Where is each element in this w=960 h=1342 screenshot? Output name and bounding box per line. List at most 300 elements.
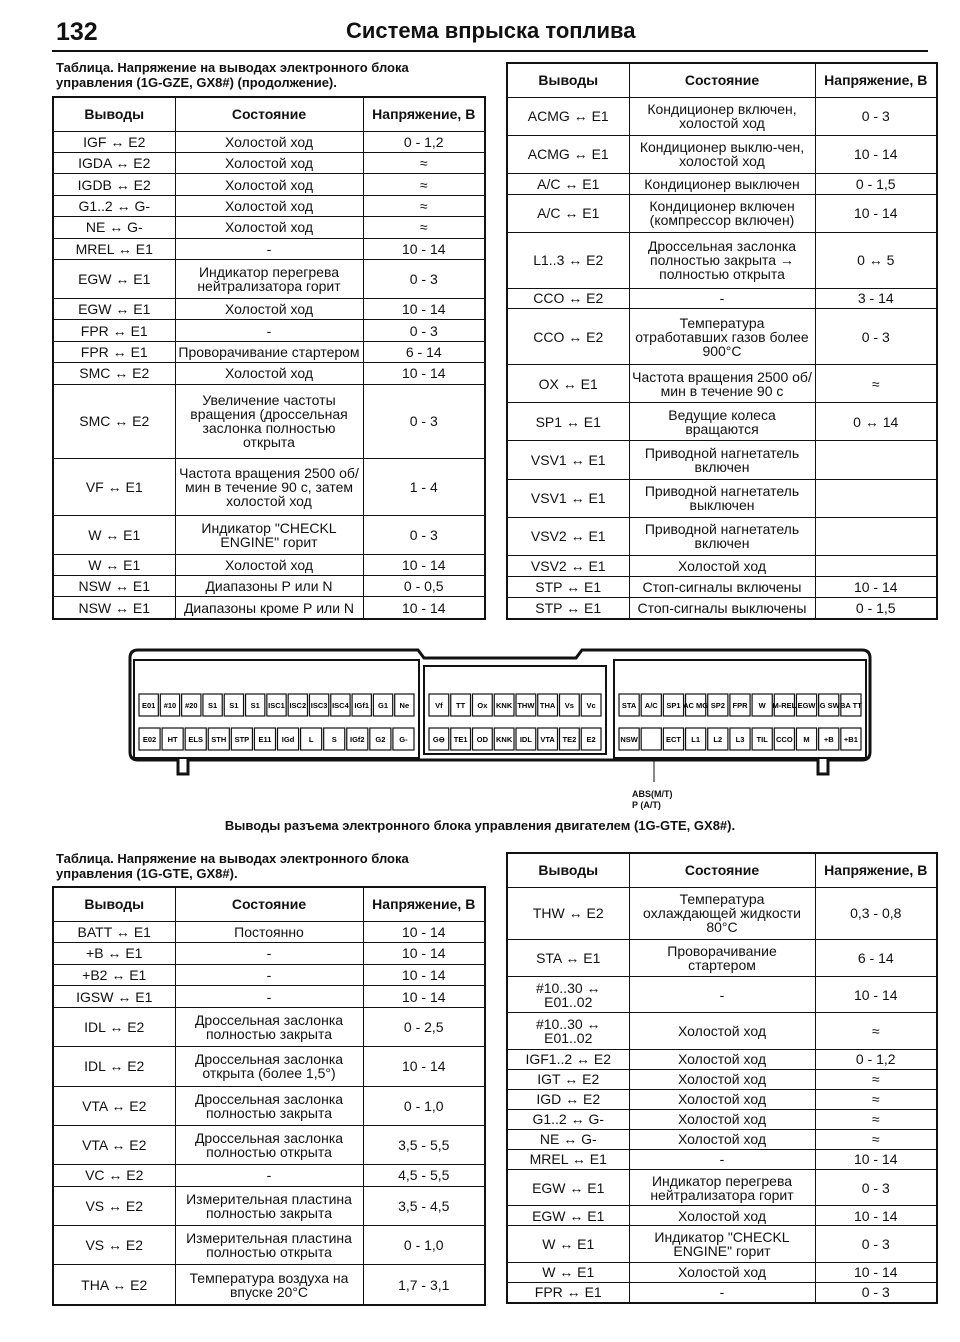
table-row <box>507 1169 937 1205</box>
page-number: 132 <box>56 18 98 46</box>
pins-cell: ACMG ↔ E1 <box>507 97 629 135</box>
condition-cell: Холостой ход <box>629 1089 815 1109</box>
voltage-cell: ≈ <box>363 174 485 195</box>
connector-pin-label: S1 <box>207 701 218 710</box>
condition-cell: - <box>175 943 363 965</box>
voltage-cell: 0 - 3 <box>815 1226 937 1262</box>
connector-pin-label: IGd <box>281 735 295 744</box>
condition-cell: - <box>175 964 363 986</box>
table-row <box>53 458 485 515</box>
voltage-cell: 3,5 - 5,5 <box>363 1125 485 1164</box>
condition-cell: - <box>629 1149 815 1169</box>
pins-cell: NE ↔ G- <box>53 217 175 238</box>
pins-cell: IGSW ↔ E1 <box>53 986 175 1008</box>
connector-pin-label: IGf2 <box>349 735 365 744</box>
voltage-cell: 10 - 14 <box>363 298 485 319</box>
pins-cell: VSV2 ↔ E1 <box>507 555 629 576</box>
connector-pin-label: OD <box>476 735 488 744</box>
voltage-cell: 10 - 14 <box>363 1047 485 1086</box>
connector-pin-label: Ox <box>477 701 488 710</box>
pins-cell: EGW ↔ E1 <box>507 1169 629 1205</box>
condition-cell: Частота вращения 2500 об/мин в течение 90 с, затем холостой ход <box>175 458 363 515</box>
page-title: Система впрыска топлива <box>346 18 636 43</box>
voltage-cell: 10 - 14 <box>815 135 937 173</box>
voltage-cell: ≈ <box>815 1013 937 1049</box>
connector-pin-label: E11 <box>258 735 272 744</box>
condition-cell: Кондиционер выклю-чен, холостой ход <box>629 135 815 173</box>
voltage-cell: 1 - 4 <box>363 458 485 515</box>
table-row <box>507 479 937 517</box>
condition-cell: Диапазоны Р или N <box>175 575 363 596</box>
condition-cell: Проворачивание стартером <box>629 940 815 976</box>
table-row <box>507 1282 937 1303</box>
voltage-cell: 0,3 - 0,8 <box>815 887 937 940</box>
table-row <box>507 441 937 479</box>
condition-cell: Диапазоны кроме Р или N <box>175 597 363 619</box>
voltage-cell: 10 - 14 <box>363 964 485 986</box>
pins-cell: EGW ↔ E1 <box>53 259 175 298</box>
connector-pin-label: ECT <box>665 735 681 744</box>
voltage-cell: 0 - 3 <box>815 1169 937 1205</box>
table-row <box>53 363 485 384</box>
voltage-cell: ≈ <box>363 217 485 238</box>
pins-cell: IGT ↔ E2 <box>507 1069 629 1089</box>
voltage-cell: 10 - 14 <box>815 194 937 232</box>
voltage-cell: 10 - 14 <box>815 1206 937 1226</box>
column-header: Выводы <box>53 887 175 921</box>
table-row <box>507 976 937 1012</box>
table-row <box>507 1262 937 1282</box>
table4 <box>506 852 938 1304</box>
table-row <box>53 1047 485 1086</box>
voltage-cell: 0 - 3 <box>815 309 937 364</box>
voltage-cell: 6 - 14 <box>815 940 937 976</box>
connector-pin-label: W <box>758 701 766 710</box>
condition-cell: Измерительная пластина полностью закрыта <box>175 1186 363 1225</box>
connector-pin-label: L1 <box>691 735 701 744</box>
condition-cell: Холостой ход <box>175 554 363 575</box>
voltage-cell: 0 - 3 <box>815 97 937 135</box>
condition-cell: Дроссельная заслонка открыта (более 1,5°) <box>175 1047 363 1086</box>
pins-cell: IDL ↔ E2 <box>53 1047 175 1086</box>
pins-cell: SMC ↔ E2 <box>53 384 175 458</box>
pins-cell: THW ↔ E2 <box>507 887 629 940</box>
header-rule <box>52 50 928 52</box>
table-row <box>507 576 937 597</box>
connector-pin-label: A/C <box>644 701 658 710</box>
voltage-cell: 10 - 14 <box>363 921 485 943</box>
table-row <box>507 1129 937 1149</box>
voltage-cell <box>815 441 937 479</box>
voltage-cell <box>815 479 937 517</box>
condition-cell: - <box>175 986 363 1008</box>
voltage-cell: 10 - 14 <box>815 1262 937 1282</box>
voltage-cell: 0 - 3 <box>363 515 485 554</box>
pins-cell: VTA ↔ E2 <box>53 1086 175 1125</box>
pins-cell: FPR ↔ E1 <box>507 1282 629 1303</box>
table-row <box>507 194 937 232</box>
condition-cell: Стоп-сигналы выключены <box>629 597 815 619</box>
voltage-cell: 0 - 1,0 <box>363 1086 485 1125</box>
table2 <box>506 62 938 620</box>
table-row <box>507 364 937 402</box>
condition-cell: Дроссельная заслонка полностью закрыта → полностью открыта <box>629 233 815 288</box>
voltage-cell: 10 - 14 <box>815 1149 937 1169</box>
connector-pin-label: EGW <box>797 701 816 710</box>
condition-cell: Холостой ход <box>175 152 363 173</box>
voltage-cell: 0 - 1,2 <box>363 131 485 152</box>
voltage-cell: 10 - 14 <box>363 238 485 259</box>
connector-pin-label: G2 <box>375 735 386 744</box>
table-row <box>53 298 485 319</box>
table-row <box>53 986 485 1008</box>
connector-pin-label: STP <box>234 735 250 744</box>
voltage-cell: ≈ <box>815 1089 937 1109</box>
pins-cell: SMC ↔ E2 <box>53 363 175 384</box>
pins-cell: STA ↔ E1 <box>507 940 629 976</box>
connector-pin-label: M <box>803 735 810 744</box>
connector-pin-label: TIL <box>756 735 768 744</box>
table-row <box>53 174 485 195</box>
connector-pin-label: IGf1 <box>354 701 370 710</box>
table-row <box>53 238 485 259</box>
condition-cell: Температура охлаждающей жидкости 80°С <box>629 887 815 940</box>
connector-pin-label: ISC1 <box>268 701 285 710</box>
condition-cell: Дроссельная заслонка полностью закрыта <box>175 1086 363 1125</box>
connector-pin-label: G- <box>399 735 408 744</box>
pins-cell: VSV1 ↔ E1 <box>507 479 629 517</box>
table-row <box>507 288 937 309</box>
pins-cell: NSW ↔ E1 <box>53 575 175 596</box>
pins-cell: OX ↔ E1 <box>507 364 629 402</box>
voltage-cell: 0 - 3 <box>363 259 485 298</box>
pins-cell: SP1 ↔ E1 <box>507 403 629 441</box>
condition-cell: Холостой ход <box>175 298 363 319</box>
table-row <box>507 1149 937 1169</box>
connector-pin-label: TE2 <box>562 735 577 744</box>
table-row <box>53 195 485 216</box>
voltage-cell: 0 - 1,5 <box>815 173 937 194</box>
pins-cell: THA ↔ E2 <box>53 1265 175 1305</box>
condition-cell: Холостой ход <box>175 131 363 152</box>
table-row <box>507 309 937 364</box>
column-header: Напряжение, В <box>815 63 937 97</box>
pins-cell: #10..30 ↔ E01..02 <box>507 976 629 1012</box>
condition-cell: Приводной нагнетатель включен <box>629 517 815 555</box>
pins-cell: IGF1..2 ↔ E2 <box>507 1049 629 1069</box>
voltage-cell: ≈ <box>363 152 485 173</box>
voltage-cell: 10 - 14 <box>815 976 937 1012</box>
pins-cell: +B ↔ E1 <box>53 943 175 965</box>
table-row <box>53 515 485 554</box>
connector-pin-label: KNK <box>496 735 513 744</box>
table-row <box>53 964 485 986</box>
connector-pin-label: E02 <box>142 735 157 744</box>
connector-pin-label: TT <box>456 701 466 710</box>
column-header: Состояние <box>629 853 815 887</box>
condition-cell: Частота вращения 2500 об/мин в течение 90 с <box>629 364 815 402</box>
condition-cell: Температура отработавших газов более 900°С <box>629 309 815 364</box>
voltage-cell: 0 ↔ 14 <box>815 403 937 441</box>
connector-pin-label: NSW <box>620 735 638 744</box>
condition-cell: - <box>175 320 363 341</box>
table-row <box>53 152 485 173</box>
connector-pin-label: STA <box>621 701 637 710</box>
condition-cell: Приводной нагнетатель выключен <box>629 479 815 517</box>
voltage-cell: 10 - 14 <box>815 576 937 597</box>
condition-cell: Индикатор перегрева нейтрализатора горит <box>629 1169 815 1205</box>
connector-pin-label: G⊖ <box>432 735 445 744</box>
connector-pin-label: Vc <box>586 701 596 710</box>
voltage-cell: 3,5 - 4,5 <box>363 1186 485 1225</box>
pins-cell: G1..2 ↔ G- <box>53 195 175 216</box>
connector-pin-label: VTA <box>540 735 555 744</box>
column-header: Выводы <box>507 63 629 97</box>
table1 <box>52 96 486 620</box>
table-row <box>53 943 485 965</box>
table-row <box>53 1125 485 1164</box>
connector-pin-label: Vs <box>564 701 574 710</box>
voltage-cell: 10 - 14 <box>363 363 485 384</box>
pins-cell: A/C ↔ E1 <box>507 194 629 232</box>
condition-cell: - <box>175 238 363 259</box>
pins-cell: VSV1 ↔ E1 <box>507 441 629 479</box>
table-row <box>53 1265 485 1305</box>
connector-pin-label: G1 <box>378 701 389 710</box>
connector-pin-label: TE1 <box>453 735 468 744</box>
table-row <box>507 1069 937 1089</box>
table-row <box>507 1013 937 1049</box>
pins-cell: L1..3 ↔ E2 <box>507 233 629 288</box>
table-row <box>53 341 485 362</box>
table-row <box>507 97 937 135</box>
table-row <box>507 1049 937 1069</box>
voltage-cell: 10 - 14 <box>363 554 485 575</box>
table-row <box>507 173 937 194</box>
condition-cell: Приводной нагнетатель включен <box>629 441 815 479</box>
condition-cell: Проворачивание стартером <box>175 341 363 362</box>
voltage-cell: 4,5 - 5,5 <box>363 1165 485 1187</box>
connector-pin-label: AC MG <box>683 701 709 710</box>
voltage-cell: 0 - 1,5 <box>815 597 937 619</box>
connector-pin-label: L <box>308 735 314 744</box>
pins-cell: EGW ↔ E1 <box>507 1206 629 1226</box>
pins-cell: NE ↔ G- <box>507 1129 629 1149</box>
connector-pin-label: S1 <box>229 701 239 710</box>
condition-cell: Ведущие колеса вращаются <box>629 403 815 441</box>
connector-pin-label: IDL <box>519 735 532 744</box>
pins-cell: VS ↔ E2 <box>53 1186 175 1225</box>
condition-cell: Индикатор "CHECKL ENGINE" горит <box>629 1226 815 1262</box>
table-row <box>507 597 937 619</box>
connector-pin-label: Vf <box>435 701 443 710</box>
connector-pin-label: KNK <box>496 701 513 710</box>
connector-pin-label: E2 <box>586 735 596 744</box>
connector-pin-label: M-REL <box>772 701 797 710</box>
voltage-cell: 3 - 14 <box>815 288 937 309</box>
condition-cell: Стоп-сигналы включены <box>629 576 815 597</box>
voltage-cell <box>815 555 937 576</box>
pins-cell: W ↔ E1 <box>507 1226 629 1262</box>
table-row <box>53 921 485 943</box>
condition-cell: Холостой ход <box>629 1049 815 1069</box>
connector-pin-label: S <box>331 735 337 744</box>
table-row <box>507 555 937 576</box>
pins-cell: FPR ↔ E1 <box>53 320 175 341</box>
pins-cell: FPR ↔ E1 <box>53 341 175 362</box>
connector-pin-label: STH <box>211 735 227 744</box>
pins-cell: CCO ↔ E2 <box>507 309 629 364</box>
column-header: Напряжение, В <box>363 887 485 921</box>
pins-cell: NSW ↔ E1 <box>53 597 175 619</box>
connector-pin-label: Ne <box>399 701 410 710</box>
table-row <box>53 554 485 575</box>
table3 <box>52 886 486 1306</box>
condition-cell: Холостой ход <box>629 1013 815 1049</box>
connector-caption: Выводы разъема электронного блока управления двигателем (1G-GTE, GX8#). <box>224 818 736 833</box>
condition-cell: Холостой ход <box>629 555 815 576</box>
connector-pin-label: L2 <box>713 735 723 744</box>
voltage-cell: 0 - 1,0 <box>363 1226 485 1265</box>
pins-cell: IGDA ↔ E2 <box>53 152 175 173</box>
table-row <box>53 597 485 619</box>
connector-pin-label: #20 <box>185 701 198 710</box>
connector-pin-label: HT <box>167 735 178 744</box>
voltage-cell: 10 - 14 <box>363 597 485 619</box>
voltage-cell: ≈ <box>363 195 485 216</box>
pins-cell: IGD ↔ E2 <box>507 1089 629 1109</box>
table-row <box>53 1007 485 1046</box>
pins-cell: #10..30 ↔ E01..02 <box>507 1013 629 1049</box>
pins-cell: MREL ↔ E1 <box>507 1149 629 1169</box>
pins-cell: IDL ↔ E2 <box>53 1007 175 1046</box>
condition-cell: Увеличение частоты вращения (дроссельная заслонка полностью открыта <box>175 384 363 458</box>
connector-pin-label: ISC4 <box>332 701 349 710</box>
table-row <box>507 1226 937 1262</box>
condition-cell: Индикатор перегрева нейтрализатора горит <box>175 259 363 298</box>
condition-cell: - <box>629 288 815 309</box>
pins-cell: ACMG ↔ E1 <box>507 135 629 173</box>
pins-cell: VC ↔ E2 <box>53 1165 175 1187</box>
column-header: Напряжение, В <box>363 97 485 131</box>
table-row <box>53 575 485 596</box>
pins-cell: STP ↔ E1 <box>507 576 629 597</box>
pins-cell: A/C ↔ E1 <box>507 173 629 194</box>
voltage-cell: 0 - 3 <box>363 384 485 458</box>
pins-cell: EGW ↔ E1 <box>53 298 175 319</box>
pins-cell: W ↔ E1 <box>53 554 175 575</box>
table-row <box>53 1086 485 1125</box>
voltage-cell: 10 - 14 <box>363 986 485 1008</box>
pins-cell: IGF ↔ E2 <box>53 131 175 152</box>
table3-caption: Таблица. Напряжение на выводах электронного блока управления (1G-GTE, GX8#). <box>56 851 409 881</box>
table-row <box>53 384 485 458</box>
ecu-connector-diagram <box>128 648 872 782</box>
condition-cell: Дроссельная заслонка полностью закрыта <box>175 1007 363 1046</box>
table-row <box>507 887 937 940</box>
voltage-cell: 0 - 1,2 <box>815 1049 937 1069</box>
voltage-cell: ≈ <box>815 364 937 402</box>
voltage-cell: 0 - 2,5 <box>363 1007 485 1046</box>
condition-cell: Холостой ход <box>629 1262 815 1282</box>
condition-cell: Дроссельная заслонка полностью открыта <box>175 1125 363 1164</box>
pins-cell: BATT ↔ E1 <box>53 921 175 943</box>
table-row <box>53 1186 485 1225</box>
connector-pin-label: #10 <box>163 701 177 710</box>
pins-cell: +B2 ↔ E1 <box>53 964 175 986</box>
column-header: Напряжение, В <box>815 853 937 887</box>
pins-cell: VSV2 ↔ E1 <box>507 517 629 555</box>
table-row <box>507 1206 937 1226</box>
connector-pin-label: ISC2 <box>289 701 307 710</box>
condition-cell: Кондиционер выключен <box>629 173 815 194</box>
table-row <box>507 940 937 976</box>
table-row <box>53 320 485 341</box>
column-header: Состояние <box>175 887 363 921</box>
table1-caption: Таблица. Напряжение на выводах электронного блока управления (1G-GZE, GX8#) (продолжение). <box>56 60 409 90</box>
condition-cell: Кондиционер включен (компрессор включен) <box>629 194 815 232</box>
voltage-cell: 0 - 3 <box>363 320 485 341</box>
voltage-cell: ≈ <box>815 1129 937 1149</box>
condition-cell: Холостой ход <box>629 1129 815 1149</box>
voltage-cell: 10 - 14 <box>363 943 485 965</box>
table-row <box>53 217 485 238</box>
connector-pin <box>641 728 661 750</box>
column-header: Выводы <box>53 97 175 131</box>
condition-cell: - <box>629 976 815 1012</box>
voltage-cell: 6 - 14 <box>363 341 485 362</box>
pins-cell: W ↔ E1 <box>507 1262 629 1282</box>
voltage-cell: ≈ <box>815 1109 937 1129</box>
condition-cell: - <box>629 1282 815 1303</box>
pins-cell: W ↔ E1 <box>53 515 175 554</box>
condition-cell: Холостой ход <box>629 1069 815 1089</box>
condition-cell: Холостой ход <box>175 195 363 216</box>
condition-cell: Индикатор "CHECKL ENGINE" горит <box>175 515 363 554</box>
table-row <box>507 1089 937 1109</box>
table-row <box>53 259 485 298</box>
table-row <box>53 131 485 152</box>
connector-pin-label: ISC3 <box>310 701 328 710</box>
pins-cell: STP ↔ E1 <box>507 597 629 619</box>
pins-cell: CCO ↔ E2 <box>507 288 629 309</box>
condition-cell: Кондиционер включен, холостой ход <box>629 97 815 135</box>
voltage-cell: 0 ↔ 5 <box>815 233 937 288</box>
pins-cell: MREL ↔ E1 <box>53 238 175 259</box>
connector-pin-label: S1 <box>250 701 260 710</box>
pins-cell: VS ↔ E2 <box>53 1226 175 1265</box>
connector-pin-label: THW <box>517 701 535 710</box>
condition-cell: Измерительная пластина полностью открыта <box>175 1226 363 1265</box>
condition-cell: Температура воздуха на впуске 20°С <box>175 1265 363 1305</box>
connector-pin-label: CCO <box>776 735 793 744</box>
connector-pin-label: FPR <box>732 701 748 710</box>
connector-pin-label: E01 <box>141 701 156 710</box>
connector-pin-label: SP1 <box>666 701 681 710</box>
pins-cell: G1..2 ↔ G- <box>507 1109 629 1129</box>
condition-cell: Холостой ход <box>175 174 363 195</box>
pins-cell: VF ↔ E1 <box>53 458 175 515</box>
table-row <box>507 517 937 555</box>
voltage-cell: 0 - 0,5 <box>363 575 485 596</box>
voltage-cell <box>815 517 937 555</box>
table-row <box>507 403 937 441</box>
table-row <box>507 1109 937 1129</box>
pins-cell: IGDB ↔ E2 <box>53 174 175 195</box>
connector-abs-label: ABS(M/T) P (A/T) <box>632 789 673 810</box>
connector-pin-label: L3 <box>735 735 745 744</box>
voltage-cell: 1,7 - 3,1 <box>363 1265 485 1305</box>
